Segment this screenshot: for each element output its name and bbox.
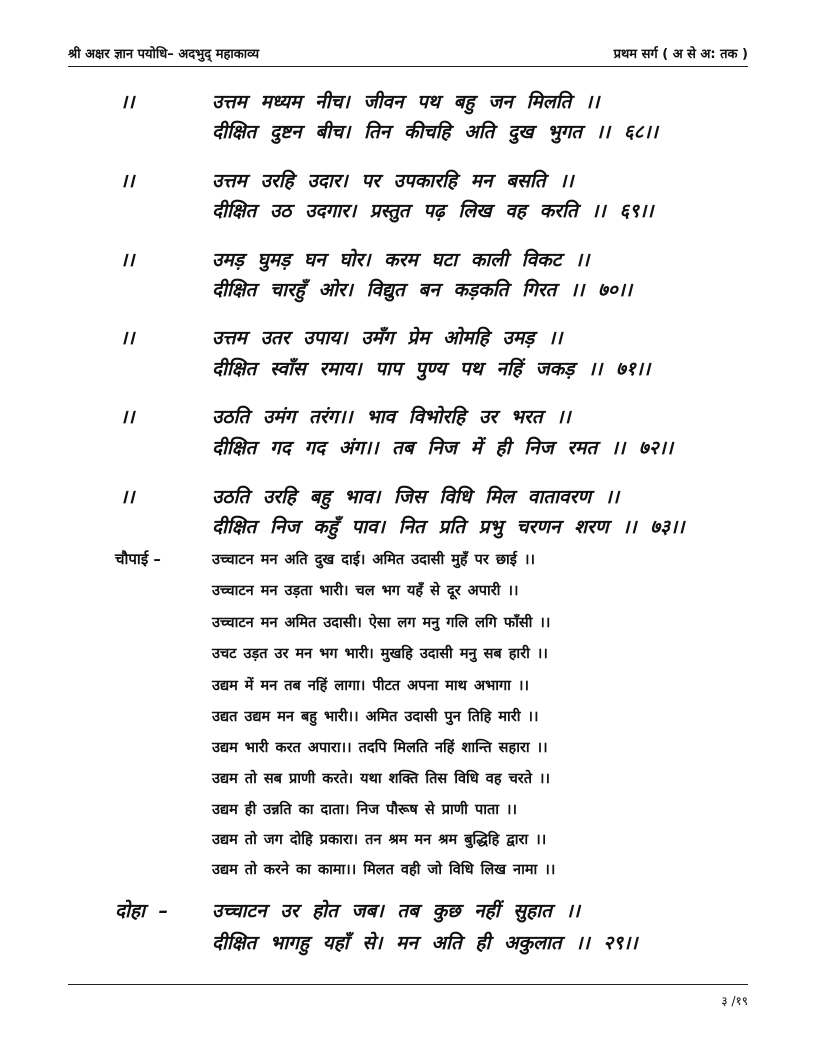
doha-label: दोहा – (115, 900, 169, 922)
verse-text: दीक्षित स्वाँस रमाय। पाप पुण्य पथ नहिं जकड़ ।। ७१।। (212, 358, 651, 380)
chaupai-text: उद्यम में मन तब नहिं लागा। पीटत अपना माथ अभागा ।। (212, 678, 529, 694)
verse-text: उत्तम उतर उपाय। उमँग प्रेम ओमहि उमड़ ।। (212, 327, 563, 349)
page-number: ३ /१९ (721, 994, 748, 1008)
verse-text: दीक्षित दुष्टन बीच। तिन कीचहि अति दुख भुगत ।। ६८।। (212, 121, 658, 143)
verse-text: उत्तम मध्यम नीच। जीवन पथ बहु जन मिलति ।। (212, 91, 600, 113)
header-rule (68, 66, 748, 67)
doha-text: दीक्षित भागहु यहाँ से। मन अति ही अकुलात ।। २९।। (212, 932, 638, 954)
chaupai-text: उचट उड़त उर मन भग भारी। मुखहि उदासी मनु सब हारी ।। (212, 646, 548, 662)
footer-rule (68, 984, 748, 985)
chaupai-text: उद्यत उद्यम मन बहु भारी।। अमित उदासी पुन तिहि मारी ।। (212, 709, 539, 725)
verse-mark: ।। (120, 406, 135, 428)
chaupai-text: उद्यम तो जग दोहि प्रकारा। तन श्रम मन श्रम बुद्धिहि द्वारा ।। (212, 832, 547, 848)
verse-mark: ।। (120, 327, 135, 349)
chaupai-text: उच्चाटन मन उड़ता भारी। चल भग यहँ से दूर अपारी ।। (212, 583, 519, 599)
book-title: श्री अक्षर ज्ञान पयोधि– अदभुद् महाकाव्य (68, 47, 260, 62)
verse-text: उत्तम उरहि उदार। पर उपकारहि मन बसति ।। (212, 170, 574, 192)
chaupai-label: चौपाई – (115, 550, 161, 568)
verse-mark: ।। (120, 249, 135, 271)
verse-text: उमड़ घुमड़ घन घोर। करम घटा काली विकट ।। (212, 249, 590, 271)
verse-mark: ।। (120, 91, 135, 113)
chapter-title: प्रथम सर्ग ( अ से अ: तक ) (613, 47, 748, 62)
chaupai-text: उच्चाटन मन अमित उदासी। ऐसा लग मनु गलि लगि फाँसी ।। (212, 615, 551, 631)
verse-text: दीक्षित निज कहुँ पाव। नित प्रति प्रभु चरणन शरण ।। ७३।। (212, 516, 685, 538)
page-header (68, 44, 748, 66)
verse-text: दीक्षित गद गद अंग।। तब निज में ही निज रमत ।। ७२।। (212, 437, 674, 459)
verse-text: दीक्षित उठ उदगार। प्रस्तुत पढ़ लिख वह करति ।। ६९।। (212, 200, 654, 222)
verse-text: दीक्षित चारहुँ ओर। विद्युत बन कड़कति गिरत ।। ७०।। (212, 279, 633, 301)
doha-text: उच्चाटन उर होत जब। तब कुछ नहीं सुहात ।। (212, 900, 581, 922)
chaupai-text: उच्चाटन मन अति दुख दाई। अमित उदासी मुहँ पर छाई ।। (212, 552, 535, 568)
verse-mark: ।। (120, 170, 135, 192)
verse-text: उठति उमंग तरंग।। भाव विभोरहि उर भरत ।। (212, 406, 571, 428)
chaupai-text: उद्यम तो करने का कामा।। मिलत वही जो विधि लिख नामा ।। (212, 862, 556, 878)
chaupai-text: उद्यम तो सब प्राणी करते। यथा शक्ति तिस विधि वह चरते ।। (212, 771, 551, 787)
verse-mark: ।। (120, 486, 135, 508)
verse-text: उठति उरहि बहु भाव। जिस विधि मिल वातावरण ।। (212, 486, 620, 508)
chaupai-text: उद्यम ही उन्नति का दाता। निज पौरूष से प्राणी पाता ।। (212, 802, 518, 818)
chaupai-text: उद्यम भारी करत अपारा।। तदपि मिलति नहिं शान्ति सहारा ।। (212, 740, 548, 756)
